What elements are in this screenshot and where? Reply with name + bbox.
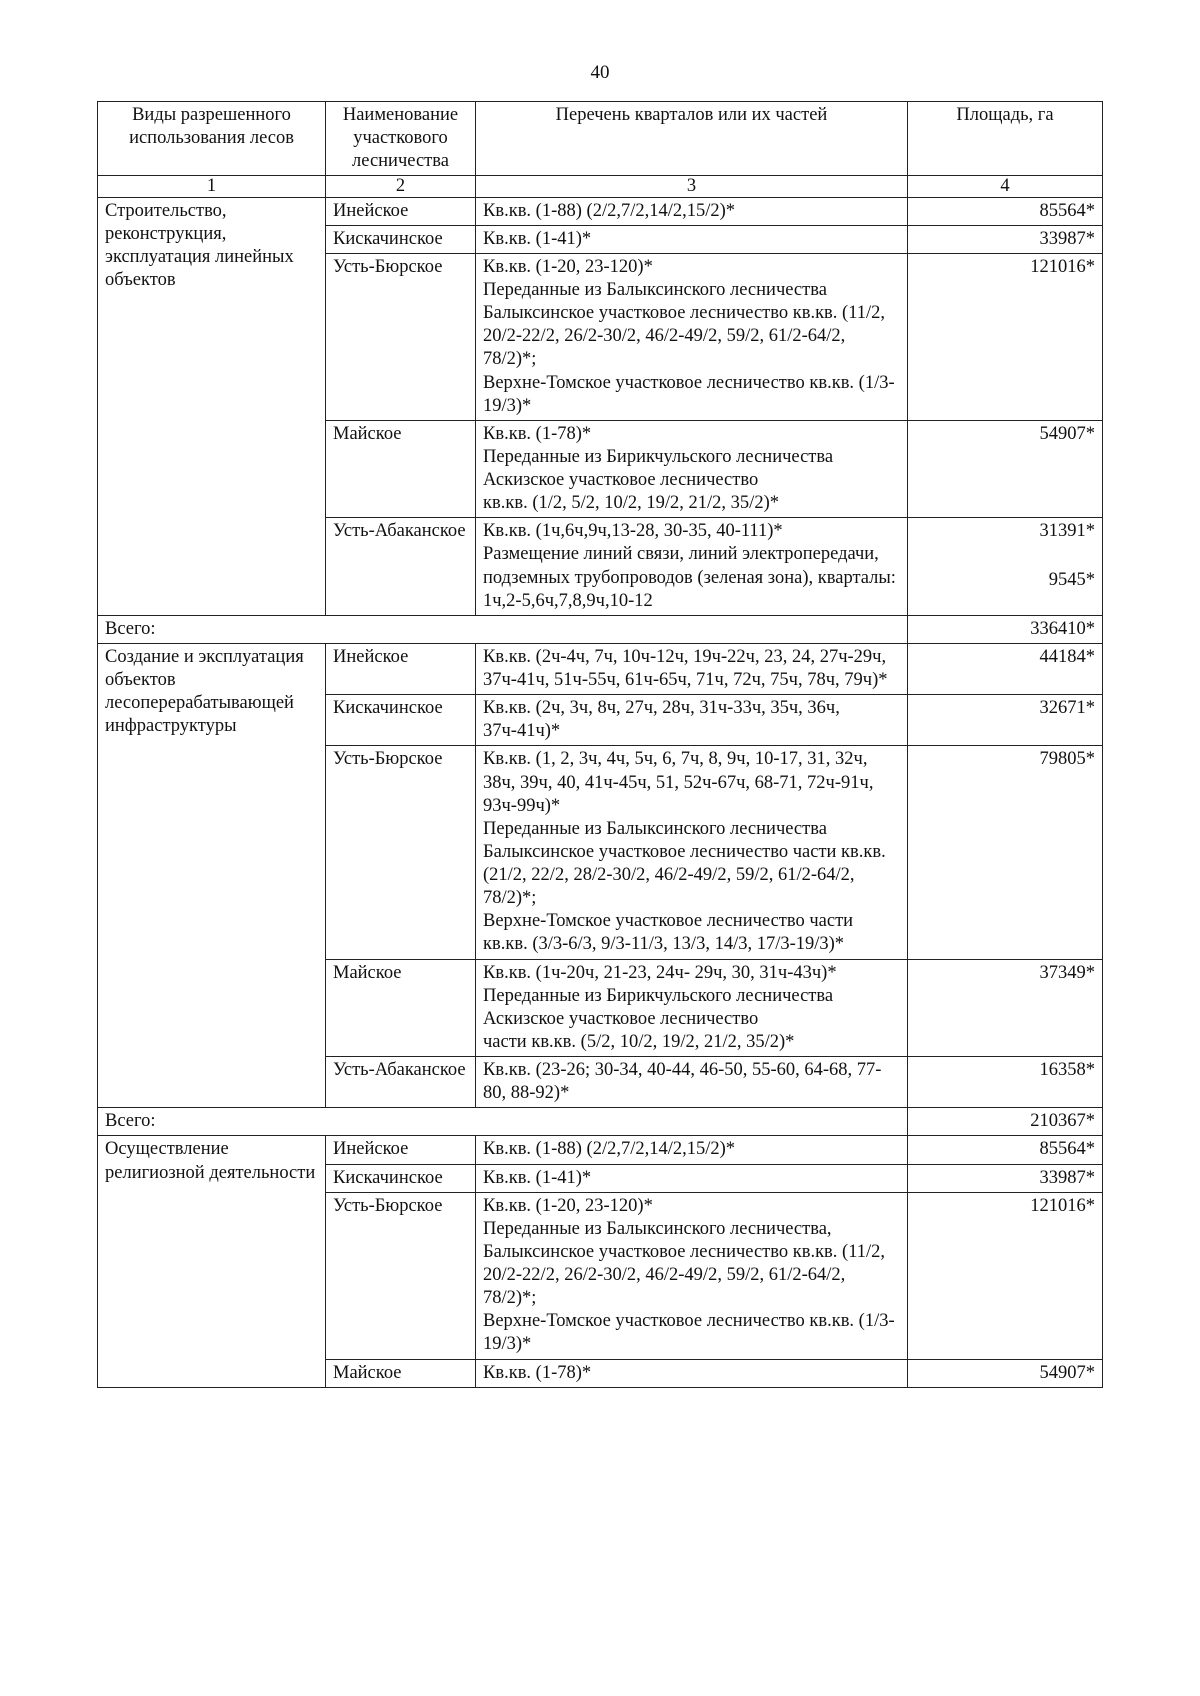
quarters-line: Переданные из Бирикчульского лесничества bbox=[483, 446, 834, 467]
forestry-cell: Усть-Бюрское bbox=[326, 746, 476, 959]
column-number: 3 bbox=[476, 176, 908, 197]
quarters-line: Кв.кв. (1-20, 23-120)* bbox=[483, 256, 653, 277]
table-row bbox=[98, 1136, 1103, 1164]
forestry-cell: Кискачинское bbox=[326, 695, 476, 746]
area-value: 32671* bbox=[1039, 698, 1095, 719]
column-number: 4 bbox=[908, 176, 1103, 197]
area-value: 31391* bbox=[1039, 521, 1095, 542]
quarters-cell bbox=[476, 959, 908, 1057]
header-quarters: Перечень кварталов или их частей bbox=[476, 102, 908, 176]
quarters-line: Кв.кв. (1-78)* bbox=[483, 423, 592, 444]
quarters-line: Балыксинское участковое лесничество кв.кв. (11/2, 20/2-22/2, 26/2-30/2, 46/2-49/2, 59/2, 61/2-64/2, 78/2)*; bbox=[483, 303, 886, 370]
quarters-cell bbox=[476, 695, 908, 746]
total-value: 210367* bbox=[908, 1108, 1103, 1136]
area-cell bbox=[908, 420, 1103, 518]
area-cell bbox=[908, 959, 1103, 1057]
forestry-cell: Усть-Абаканское bbox=[326, 518, 476, 616]
quarters-line: Верхне-Томское участковое лесничество части кв.кв. (3/3-6/3, 9/3-11/3, 13/3, 14/3, 17/3-19/3)* bbox=[483, 911, 854, 955]
quarters-cell bbox=[476, 1057, 908, 1108]
quarters-line: Переданные из Бирикчульского лесничества bbox=[483, 985, 834, 1006]
header-use-type: Виды разрешенного использования лесов bbox=[98, 102, 326, 176]
forestry-cell: Кискачинское bbox=[326, 225, 476, 253]
quarters-line: Кв.кв. (1-20, 23-120)* bbox=[483, 1195, 653, 1216]
quarters-line: Кв.кв. (1-41)* bbox=[483, 228, 592, 249]
quarters-line: Аскизское участковое лесничество bbox=[483, 470, 759, 491]
header-area: Площадь, га bbox=[908, 102, 1103, 176]
area-cell bbox=[908, 695, 1103, 746]
area-value: 121016* bbox=[1030, 256, 1095, 277]
quarters-line: Кв.кв. (1, 2, 3ч, 4ч, 5ч, 6, 7ч, 8, 9ч, 10-17, 31, 32ч, 38ч, 39ч, 40, 41ч-45ч, 51, 52ч-67ч, 68-71, 72ч-91ч, 93ч-99ч)* bbox=[483, 749, 874, 816]
area-value: 33987* bbox=[1039, 228, 1095, 249]
quarters-line: Размещение линий связи, линий электропередачи, подземных трубопроводов (зеленая зона), кварталы: 1ч,2-5,6ч,7,8,9ч,10-12 bbox=[483, 544, 896, 611]
table-row bbox=[98, 197, 1103, 225]
area-cell bbox=[908, 643, 1103, 694]
forest-use-table bbox=[97, 101, 1103, 1388]
table-body bbox=[98, 197, 1103, 1387]
area-value-secondary: 9545* bbox=[1048, 570, 1095, 591]
quarters-cell bbox=[476, 518, 908, 616]
area-cell bbox=[908, 746, 1103, 959]
forestry-cell: Майское bbox=[326, 1359, 476, 1387]
column-number: 2 bbox=[326, 176, 476, 197]
quarters-line: Аскизское участковое лесничество bbox=[483, 1008, 759, 1029]
quarters-line: Кв.кв. (1ч-20ч, 21-23, 24ч- 29ч, 30, 31ч-43ч)* bbox=[483, 962, 837, 983]
total-label: Всего: bbox=[98, 1108, 908, 1136]
quarters-line: Кв.кв. (1-78)* bbox=[483, 1362, 592, 1383]
quarters-cell bbox=[476, 746, 908, 959]
area-cell bbox=[908, 197, 1103, 225]
forestry-cell: Майское bbox=[326, 959, 476, 1057]
header-column-numbers bbox=[98, 176, 1103, 197]
quarters-line: Кв.кв. (2ч, 3ч, 8ч, 27ч, 28ч, 31ч-33ч, 35ч, 36ч, 37ч-41ч)* bbox=[483, 698, 840, 742]
total-value: 336410* bbox=[908, 615, 1103, 643]
quarters-line: Кв.кв. (1-88) (2/2,7/2,14/2,15/2)* bbox=[483, 200, 736, 221]
forestry-cell: Кискачинское bbox=[326, 1164, 476, 1192]
quarters-line: Кв.кв. (1-41)* bbox=[483, 1167, 592, 1188]
quarters-line: части кв.кв. (5/2, 10/2, 19/2, 21/2, 35/2)* bbox=[483, 1031, 795, 1052]
area-cell bbox=[908, 253, 1103, 420]
forestry-cell: Инейское bbox=[326, 1136, 476, 1164]
use-type-cell: Строительство, реконструкция, эксплуатация линейных объектов bbox=[98, 197, 326, 615]
area-cell bbox=[908, 1057, 1103, 1108]
area-value: 44184* bbox=[1039, 646, 1095, 667]
quarters-line: Кв.кв. (1-88) (2/2,7/2,14/2,15/2)* bbox=[483, 1139, 736, 1160]
area-cell bbox=[908, 1164, 1103, 1192]
quarters-line: Переданные из Балыксинского лесничества bbox=[483, 280, 827, 301]
quarters-line: Верхне-Томское участковое лесничество кв.кв. (1/3-19/3)* bbox=[483, 372, 895, 416]
quarters-cell bbox=[476, 225, 908, 253]
area-cell bbox=[908, 518, 1103, 616]
total-row bbox=[98, 615, 1103, 643]
quarters-cell bbox=[476, 1136, 908, 1164]
table-row bbox=[98, 643, 1103, 694]
quarters-line: Кв.кв. (1ч,6ч,9ч,13-28, 30-35, 40-111)* bbox=[483, 521, 783, 542]
area-cell bbox=[908, 1192, 1103, 1359]
quarters-line: Переданные из Балыксинского лесничества, bbox=[483, 1218, 832, 1239]
quarters-line: Балыксинское участковое лесничество части кв.кв. (21/2, 22/2, 28/2-30/2, 46/2-49/2, 59/2, 61/2-64/2, 78/2)*; bbox=[483, 841, 886, 909]
forestry-cell: Усть-Бюрское bbox=[326, 1192, 476, 1359]
forestry-cell: Усть-Абаканское bbox=[326, 1057, 476, 1108]
quarters-line: Верхне-Томское участковое лесничество кв.кв. (1/3-19/3)* bbox=[483, 1311, 895, 1355]
area-value: 85564* bbox=[1039, 1139, 1095, 1160]
area-value: 54907* bbox=[1039, 423, 1095, 444]
area-value: 16358* bbox=[1039, 1060, 1095, 1081]
area-value: 85564* bbox=[1039, 200, 1095, 221]
table-header bbox=[98, 102, 1103, 198]
quarters-cell bbox=[476, 1359, 908, 1387]
area-value: 37349* bbox=[1039, 962, 1095, 983]
area-cell bbox=[908, 225, 1103, 253]
total-row bbox=[98, 1108, 1103, 1136]
quarters-line: кв.кв. (1/2, 5/2, 10/2, 19/2, 21/2, 35/2)* bbox=[483, 493, 779, 514]
quarters-cell bbox=[476, 1164, 908, 1192]
use-type-cell: Создание и эксплуатация объектов лесоперерабатывающей инфраструктуры bbox=[98, 643, 326, 1107]
area-value: 79805* bbox=[1039, 749, 1095, 770]
quarters-cell bbox=[476, 420, 908, 518]
use-type-cell: Осуществление религиозной деятельности bbox=[98, 1136, 326, 1387]
forestry-cell: Усть-Бюрское bbox=[326, 253, 476, 420]
area-cell bbox=[908, 1136, 1103, 1164]
column-number: 1 bbox=[98, 176, 326, 197]
total-label: Всего: bbox=[98, 615, 908, 643]
forestry-cell: Инейское bbox=[326, 643, 476, 694]
quarters-cell bbox=[476, 643, 908, 694]
area-value: 33987* bbox=[1039, 1167, 1095, 1188]
quarters-line: Балыксинское участковое лесничество кв.кв. (11/2, 20/2-22/2, 26/2-30/2, 46/2-49/2, 59/2, 61/2-64/2, 78/2)*; bbox=[483, 1241, 886, 1309]
quarters-cell bbox=[476, 197, 908, 225]
page-number: 40 bbox=[590, 62, 610, 83]
area-value: 54907* bbox=[1039, 1362, 1095, 1383]
area-value: 121016* bbox=[1030, 1195, 1095, 1216]
quarters-cell bbox=[476, 1192, 908, 1359]
forestry-cell: Майское bbox=[326, 420, 476, 518]
quarters-line: Переданные из Балыксинского лесничества bbox=[483, 818, 827, 839]
header-forestry: Наименование участкового лесничества bbox=[326, 102, 476, 176]
area-cell bbox=[908, 1359, 1103, 1387]
quarters-cell bbox=[476, 253, 908, 420]
quarters-line: Кв.кв. (23-26; 30-34, 40-44, 46-50, 55-60, 64-68, 77-80, 88-92)* bbox=[483, 1060, 882, 1104]
quarters-line: Кв.кв. (2ч-4ч, 7ч, 10ч-12ч, 19ч-22ч, 23, 24, 27ч-29ч, 37ч-41ч, 51ч-55ч, 61ч-65ч, 71ч, 72ч, 75ч, 78ч, 79ч)* bbox=[483, 646, 888, 691]
forestry-cell: Инейское bbox=[326, 197, 476, 225]
